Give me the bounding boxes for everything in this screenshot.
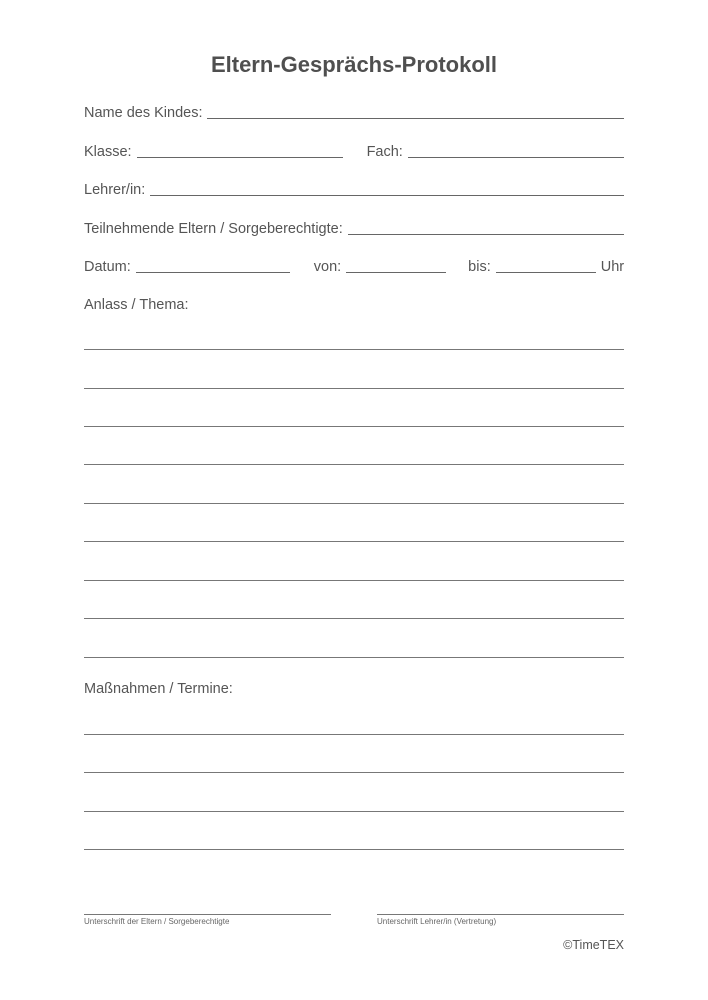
row-klasse-fach xyxy=(84,142,624,160)
heading-massnahmen-termine: Maßnahmen / Termine: xyxy=(84,681,233,697)
label-datum: Datum: xyxy=(84,259,131,275)
signature-line-lehrer[interactable] xyxy=(377,914,624,915)
anlass-line[interactable] xyxy=(84,426,624,427)
signature-line-eltern[interactable] xyxy=(84,914,331,915)
anlass-line[interactable] xyxy=(84,541,624,542)
field-klasse[interactable] xyxy=(137,157,343,158)
row-eltern xyxy=(84,219,624,237)
field-datum[interactable] xyxy=(136,272,290,273)
anlass-line[interactable] xyxy=(84,657,624,658)
copyright-text: ©TimeTEX xyxy=(563,938,624,952)
anlass-line[interactable] xyxy=(84,580,624,581)
row-lehrer xyxy=(84,180,624,198)
anlass-line[interactable] xyxy=(84,349,624,350)
field-von[interactable] xyxy=(346,272,446,273)
field-fach[interactable] xyxy=(408,157,624,158)
label-name-des-kindes: Name des Kindes: xyxy=(84,105,203,121)
field-lehrer[interactable] xyxy=(150,195,624,196)
signature-label-lehrer: Unterschrift Lehrer/in (Vertretung) xyxy=(377,917,497,926)
row-name-des-kindes xyxy=(84,103,624,121)
row-datum-zeit xyxy=(84,257,624,275)
label-lehrer: Lehrer/in: xyxy=(84,182,146,198)
field-bis[interactable] xyxy=(496,272,596,273)
signature-label-eltern: Unterschrift der Eltern / Sorgeberechtigte xyxy=(84,917,230,926)
field-name-des-kindes[interactable] xyxy=(207,118,624,119)
massnahmen-line[interactable] xyxy=(84,734,624,735)
anlass-line[interactable] xyxy=(84,388,624,389)
label-bis: bis: xyxy=(468,259,491,275)
label-eltern: Teilnehmende Eltern / Sorgeberechtigte: xyxy=(84,221,343,237)
heading-anlass-thema: Anlass / Thema: xyxy=(84,297,189,313)
label-fach: Fach: xyxy=(366,144,403,160)
massnahmen-line[interactable] xyxy=(84,849,624,850)
label-von: von: xyxy=(313,259,342,275)
massnahmen-line[interactable] xyxy=(84,811,624,812)
massnahmen-line[interactable] xyxy=(84,772,624,773)
anlass-line[interactable] xyxy=(84,464,624,465)
document-title: Eltern-Gesprächs-Protokoll xyxy=(210,52,498,77)
label-klasse: Klasse: xyxy=(84,144,132,160)
label-uhr: Uhr xyxy=(600,259,625,275)
anlass-line[interactable] xyxy=(84,618,624,619)
anlass-line[interactable] xyxy=(84,503,624,504)
field-eltern[interactable] xyxy=(348,234,624,235)
